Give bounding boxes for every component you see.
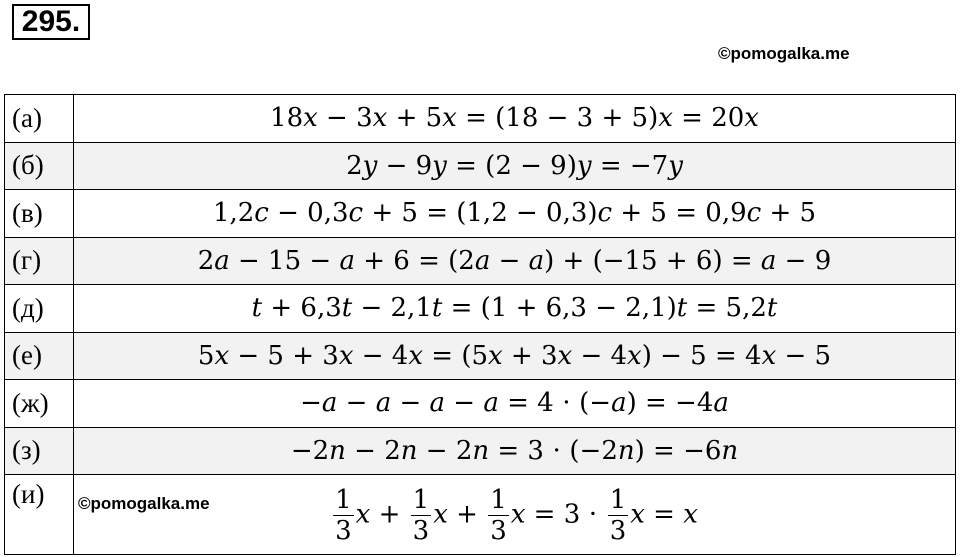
row-equation: −2𝑛 − 2𝑛 − 2𝑛 = 3 ⋅ (−2𝑛) = −6𝑛 bbox=[74, 427, 956, 475]
table-row bbox=[5, 285, 956, 333]
table-row bbox=[5, 475, 956, 555]
row-equation: 1,2𝑐 − 0,3𝑐 + 5 = (1,2 − 0,3)𝑐 + 5 = 0,9𝑐 + 5 bbox=[74, 190, 956, 238]
fraction: $\frac{1}{3}$ bbox=[412, 485, 430, 546]
table-row bbox=[5, 237, 956, 285]
table-row bbox=[5, 142, 956, 190]
fraction: $\frac{1}{3}$ bbox=[609, 485, 627, 546]
fraction: $\frac{1}{3}$ bbox=[490, 485, 507, 546]
table-row bbox=[5, 332, 956, 380]
fraction-equation: $\frac{1}{3}$ 𝑥 + $\frac{1}{3}$ 𝑥 + $\frac{1}{3}$ 𝑥 = 3 ⋅ $\frac{1}{3}$ 𝑥 = 𝑥 bbox=[74, 475, 956, 555]
watermark-top: ©pomogalka.me bbox=[718, 44, 850, 63]
fraction: $\frac{1}{3}$ bbox=[335, 485, 352, 546]
row-equation: 5𝑥 − 5 + 3𝑥 − 4𝑥 = (5𝑥 + 3𝑥 − 4𝑥) − 5 = 4𝑥 − 5 bbox=[74, 332, 956, 380]
row-label: (з) bbox=[5, 427, 74, 475]
table-row bbox=[5, 380, 956, 428]
row-label: (б) bbox=[5, 142, 74, 190]
row-equation: −𝑎 − 𝑎 − 𝑎 − 𝑎 = 4 ⋅ (−𝑎) = −4𝑎 bbox=[74, 380, 956, 428]
row-label: (д) bbox=[5, 285, 74, 333]
table-row bbox=[5, 190, 956, 238]
problem-number: 295. bbox=[12, 4, 90, 40]
solution-table bbox=[4, 94, 956, 555]
row-equation: 18𝑥 − 3𝑥 + 5𝑥 = (18 − 3 + 5)𝑥 = 20𝑥 bbox=[74, 95, 956, 143]
row-label: (г) bbox=[5, 237, 74, 285]
watermark-bottom: ©pomogalka.me bbox=[78, 494, 210, 513]
table-row bbox=[5, 427, 956, 475]
row-equation: 2𝑎 − 15 − 𝑎 + 6 = (2𝑎 − 𝑎) + (−15 + 6) = 𝑎 − 9 bbox=[74, 237, 956, 285]
row-label: (в) bbox=[5, 190, 74, 238]
table-row bbox=[5, 95, 956, 143]
row-label: (а) bbox=[5, 95, 74, 143]
row-label: (е) bbox=[5, 332, 74, 380]
row-equation: 𝑡 + 6,3𝑡 − 2,1𝑡 = (1 + 6,3 − 2,1)𝑡 = 5,2𝑡 bbox=[74, 285, 956, 333]
row-label: (ж) bbox=[5, 380, 74, 428]
row-equation: 2𝑦 − 9𝑦 = (2 − 9)𝑦 = −7𝑦 bbox=[74, 142, 956, 190]
row-label: (и) bbox=[5, 475, 74, 555]
